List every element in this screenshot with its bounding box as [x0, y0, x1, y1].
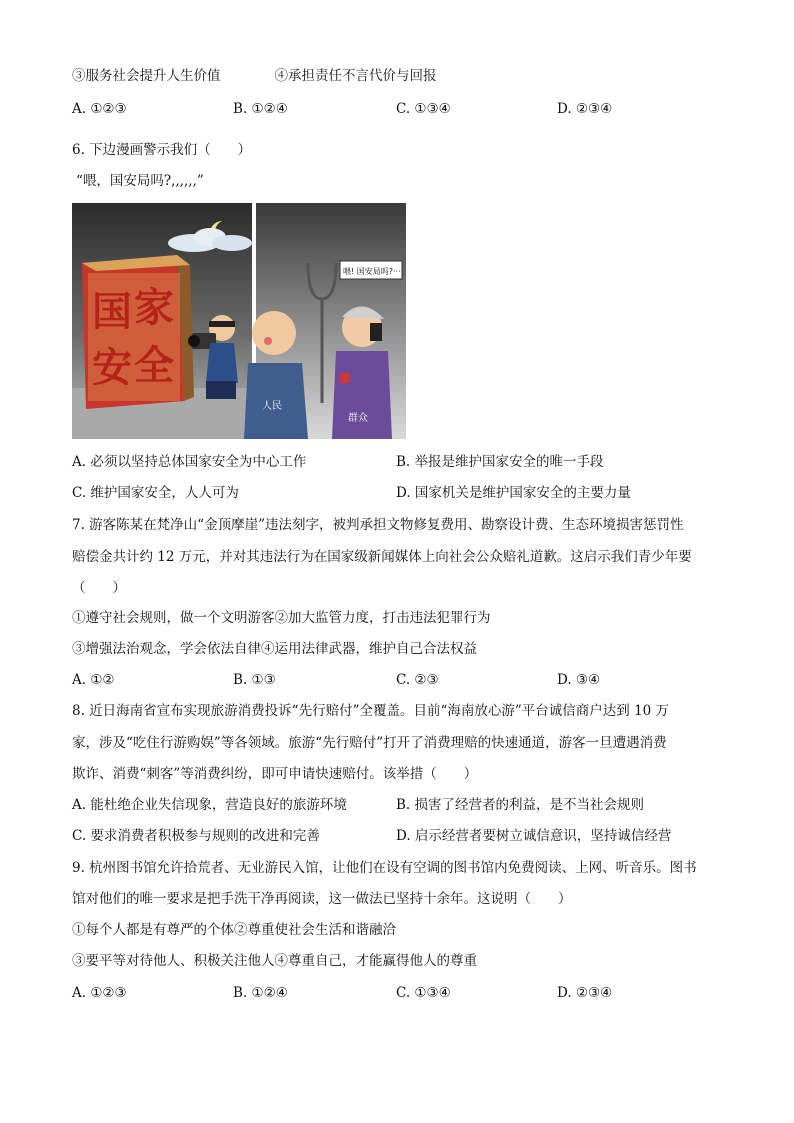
q6-option-c: C. 维护国家安全，人人可为 [72, 485, 239, 501]
q8-stem-line3: 欺诈、消费“刺客”等消费纠纷，即可申请快速赔付。该举措（ ） [72, 766, 478, 782]
q7-item-line2: ③增强法治观念，学会依法自律④运用法律武器，维护自己合法权益 [72, 641, 477, 657]
q8-stem-line2: 家，涉及“吃住行游购娱”等各领域。旅游“先行赔付”打开了消费理赔的快速通道，游客一旦遭遇消费 [72, 735, 667, 751]
q9-option-b: B. ①②④ [233, 985, 288, 1001]
q7-stem-line3: （ ） [72, 580, 126, 596]
option-c: C. ①③④ [396, 101, 451, 117]
sign-char-4: 全 [134, 343, 174, 389]
q9-stem-line2: 馆对他们的唯一要求是把手洗干净再阅读，这一做法已坚持十余年。这说明（ ） [72, 891, 572, 907]
label-masses: 群众 [348, 413, 368, 424]
option-b: B. ①②④ [233, 101, 288, 117]
q6-cartoon [72, 203, 406, 439]
q7-option-d: D. ③④ [557, 672, 601, 688]
label-people: 人民 [262, 401, 282, 412]
q6-option-b: B. 举报是维护国家安全的唯一手段 [396, 454, 604, 470]
option-d: D. ②③④ [557, 101, 613, 117]
q7-item-line1: ①遵守社会规则，做一个文明游客②加大监管力度，打击违法犯罪行为 [72, 610, 491, 626]
sign-char-2: 家 [134, 285, 174, 331]
speech-bubble: 喂! 国安局吗?···· [343, 267, 404, 276]
q9-option-c: C. ①③④ [396, 985, 451, 1001]
q6-option-d: D. 国家机关是维护国家安全的主要力量 [396, 485, 631, 501]
q9-option-a: A. ①②③ [72, 985, 127, 1001]
q8-option-c: C. 要求消费者积极参与规则的改进和完善 [72, 828, 320, 844]
q7-stem-line1: 7. 游客陈某在梵净山“金顶摩崖”违法刻字，被判承担文物修复费用、勘察设计费、生态环境损害惩罚性 [72, 517, 684, 533]
sign-char-1: 国 [92, 289, 132, 335]
q6-stem: 6. 下边漫画警示我们（ ） [72, 142, 252, 158]
q8-option-a: A. 能杜绝企业失信现象，营造良好的旅游环境 [72, 797, 347, 813]
q7-option-c: C. ②③ [396, 672, 439, 688]
q9-item-line1: ①每个人都是有尊严的个体②尊重使社会生活和谐融洽 [72, 922, 396, 938]
q9-item-line2: ③要平等对待他人、积极关注他人④尊重自己，才能赢得他人的尊重 [72, 953, 477, 969]
q9-option-d: D. ②③④ [557, 985, 613, 1001]
q7-option-b: B. ①③ [233, 672, 276, 688]
q8-option-b: B. 损害了经营者的利益，是不当社会规则 [396, 797, 645, 813]
q6-caption: “喂，国安局吗?,,,,,,” [76, 173, 204, 189]
sign-char-3: 安 [92, 345, 132, 391]
q7-option-a: A. ①② [72, 672, 115, 688]
item-3-4-line: ③服务社会提升人生价值 ④承担责任不言代价与回报 [72, 68, 437, 84]
q8-option-d: D. 启示经营者要树立诚信意识，坚持诚信经营 [396, 828, 672, 844]
option-a: A. ①②③ [72, 101, 127, 117]
q7-stem-line2: 赔偿金共计约 12 万元，并对其违法行为在国家级新闻媒体上向社会公众赔礼道歉。这启示我们青少年要 [72, 549, 692, 565]
q8-stem-line1: 8. 近日海南省宣布实现旅游消费投诉“先行赔付”全覆盖。目前“海南放心游”平台诚信商户达到 10 万 [72, 703, 670, 719]
q9-stem-line1: 9. 杭州图书馆允许拾荒者、无业游民入馆，让他们在设有空调的图书馆内免费阅读、上网、听音乐。图书 [72, 860, 697, 876]
q6-option-a: A. 必须以坚持总体国家安全为中心工作 [72, 454, 307, 470]
